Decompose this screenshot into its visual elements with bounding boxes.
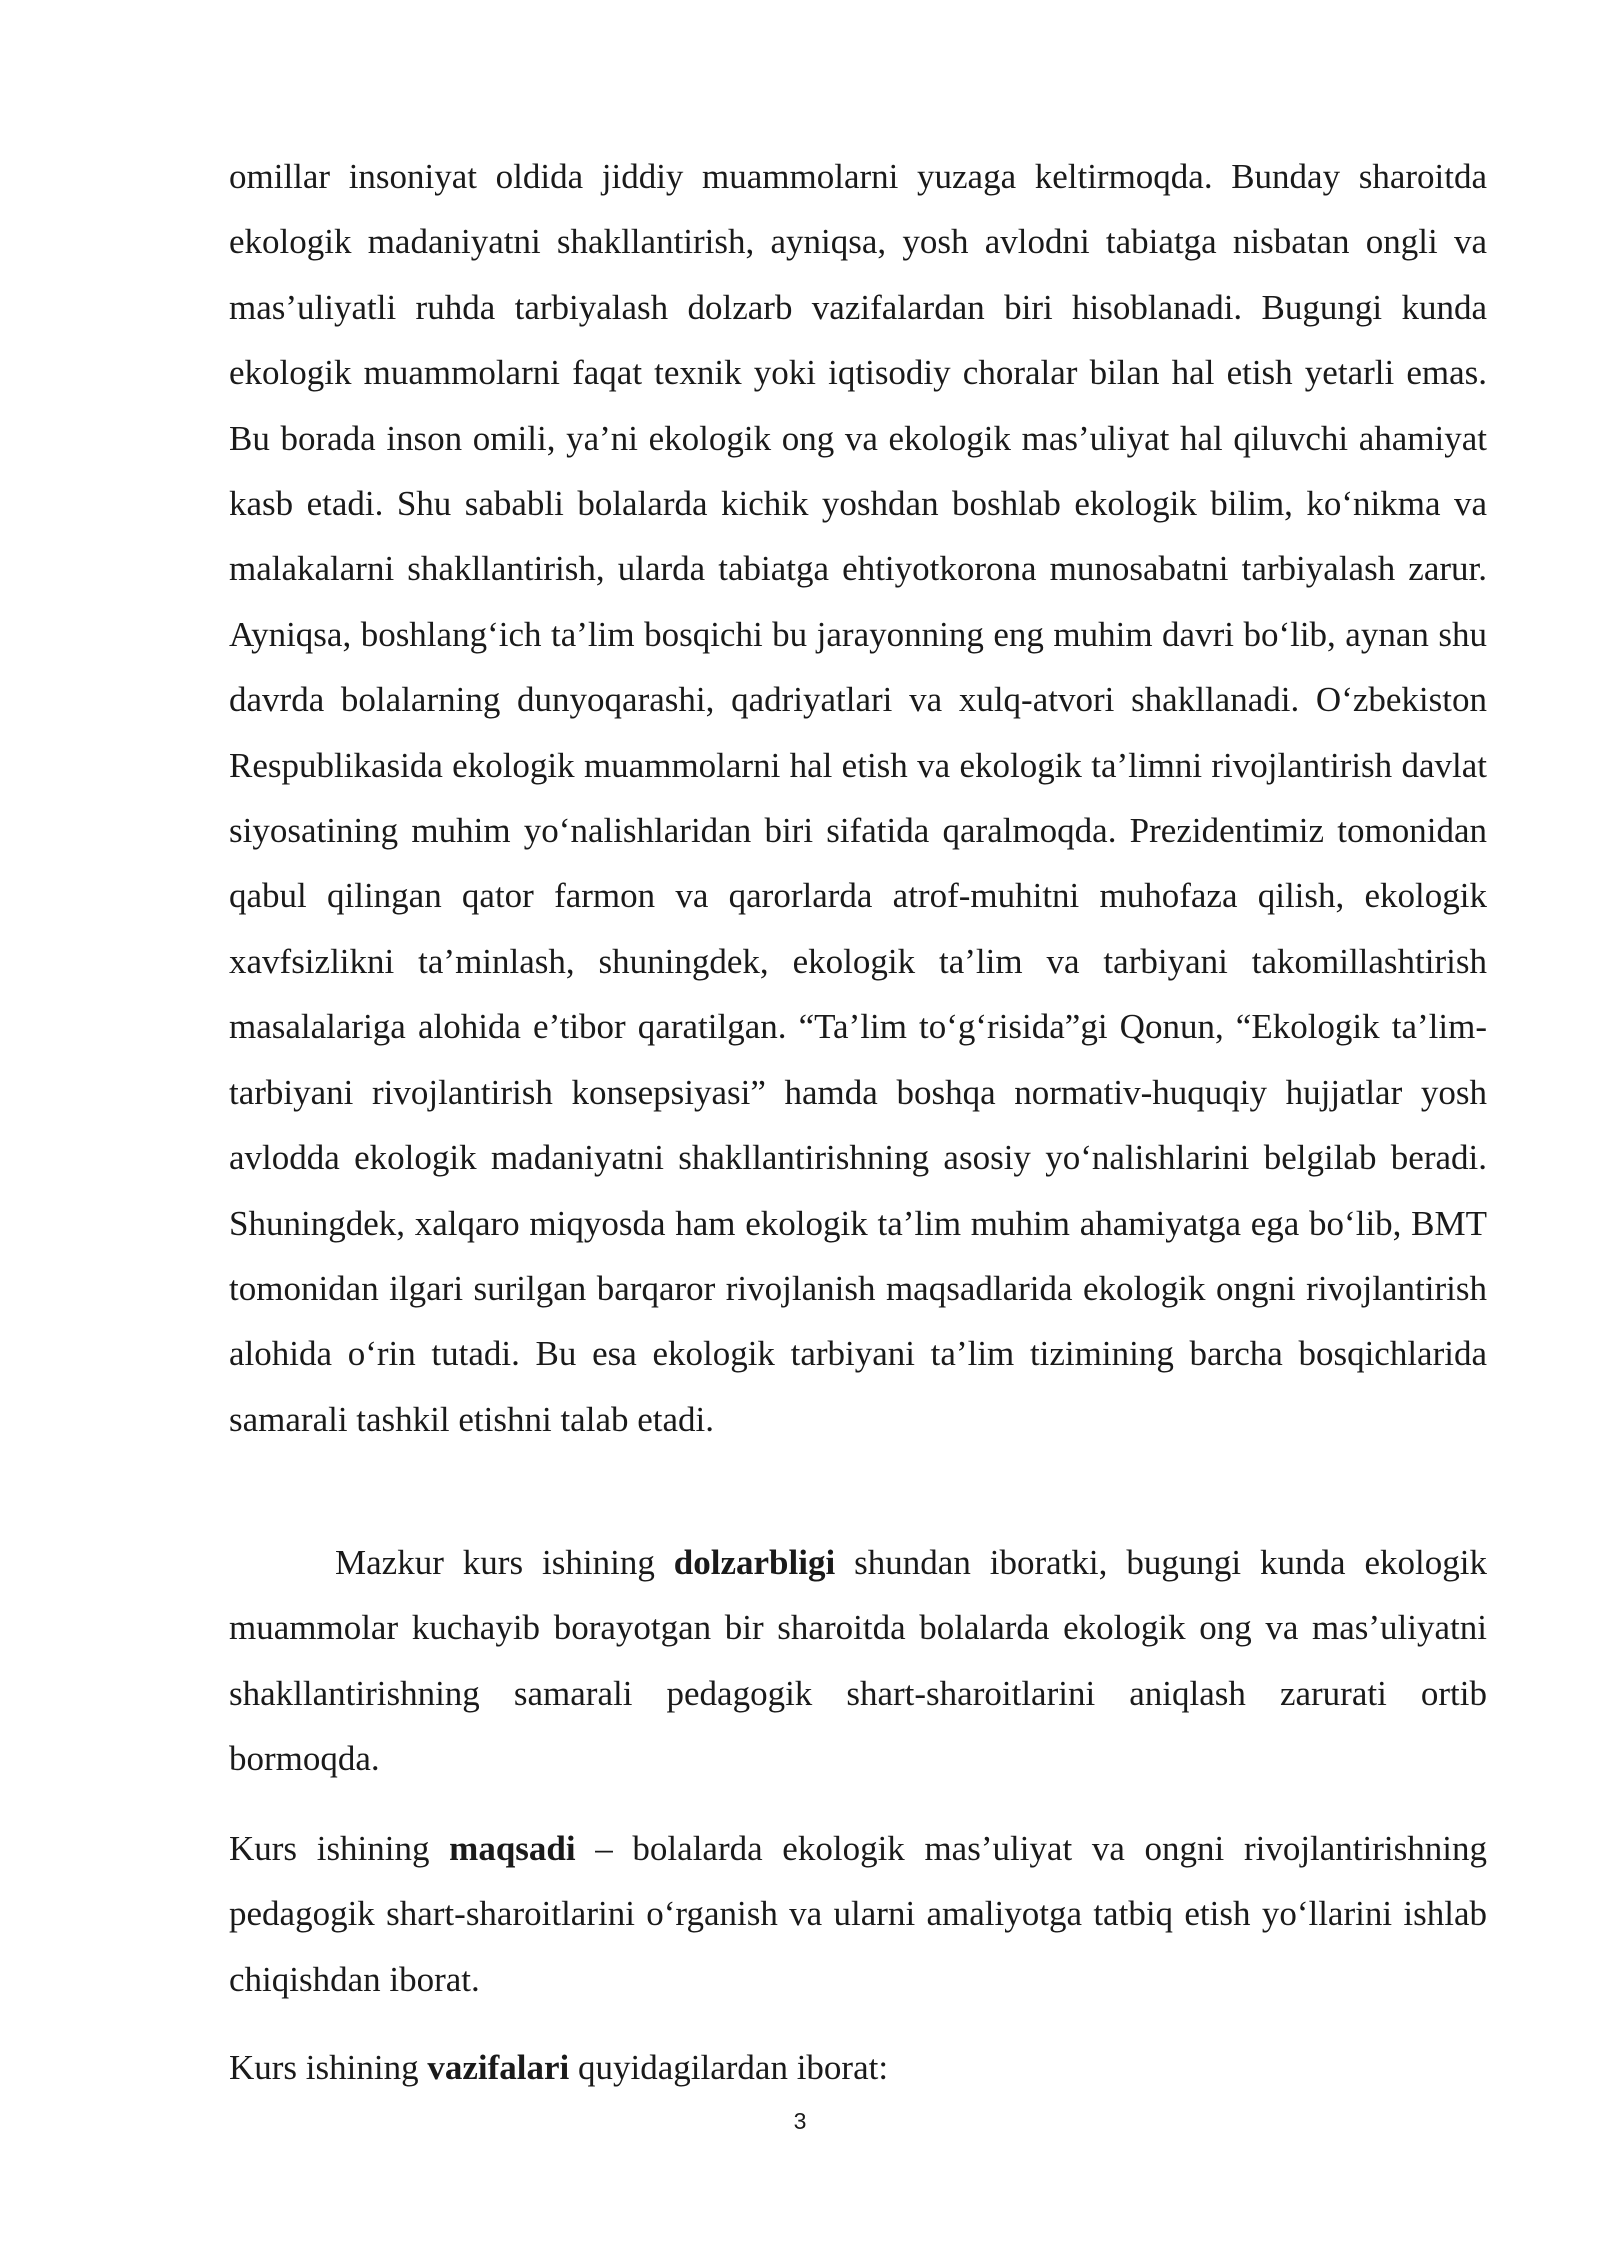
relevance-term: dolzarbligi — [673, 1543, 836, 1582]
tasks-text-start: Kurs ishining — [229, 2048, 428, 2087]
goal-text-end: – bolalarda ekologik mas’uliyat va ongni rivojlantirishning pedagogik shart-sharoitlarini o‘rganish va ularni amaliyotga tatbiq etish yo‘llarini ishlab chiqishdan iborat. — [229, 1829, 1487, 1999]
page-number: 3 — [793, 2108, 807, 2134]
body-paragraph-tasks — [229, 2035, 1487, 2100]
goal-text-start: Kurs ishining — [229, 1829, 450, 1868]
goal-term: maqsadi — [449, 1829, 576, 1868]
body-paragraph-intro: omillar insoniyat oldida jiddiy muammolarni yuzaga keltirmoqda. Bunday sharoitda ekologik madaniyatni shakllantirish, ayniqsa, yosh avlodni tabiatga nisbatan ongli va mas’uliyatli ruhda tarbiyalash dolzarb vazifalardan biri hisoblanadi. Bugungi kunda ekologik muammolarni faqat texnik yoki iqtisodiy choralar bilan hal etish yetarli emas. Bu borada inson omili, ya’ni ekologik ong va ekologik mas’uliyat hal qiluvchi ahamiyat kasb etadi. Shu sababli bolalarda kichik yoshdan boshlab ekologik bilim, ko‘nikma va malakalarni shakllantirish, ularda tabiatga ehtiyotkorona munosabatni tarbiyalash zarur. Ayniqsa, boshlang‘ich ta’lim bosqichi bu jarayonning eng muhim davri bo‘lib, aynan shu davrda bolalarning dunyoqarashi, qadriyatlari va xulq-atvori shakllanadi. O‘zbekiston Respublikasida ekologik muammolarni hal etish va ekologik ta’limni rivojlantirish davlat siyosatining muhim yo‘nalishlaridan biri sifatida qaralmoqda. Prezidentimiz tomonidan qabul qilingan qator farmon va qarorlarda atrof-muhitni muhofaza qilish, ekologik xavfsizlikni ta’minlash, shuningdek, ekologik ta’lim va tarbiyani takomillashtirish masalalariga alohida e’tibor qaratilgan. “Ta’lim to‘g‘risida”gi Qonun, “Ekologik ta’lim-tarbiyani rivojlantirish konsepsiyasi” hamda boshqa normativ-huquqiy hujjatlar yosh avlodda ekologik madaniyatni shakllantirishning asosiy yo‘nalishlarini belgilab beradi. Shuningdek, xalqaro miqyosda ham ekologik ta’lim muhim ahamiyatga ega bo‘lib, BMT tomonidan ilgari surilgan barqaror rivojlanish maqsadlarida ekologik ongni rivojlantirish alohida o‘rin tutadi. Bu esa ekologik tarbiyani ta’lim tizimining barcha bosqichlarida samarali tashkil etishni talab etadi. — [229, 157, 1487, 1439]
tasks-text-end: quyidagilardan iborat: — [569, 2048, 889, 2087]
relevance-text-start: Mazkur kurs ishining — [335, 1543, 674, 1582]
body-paragraph-goal — [229, 1816, 1487, 2012]
relevance-text-end: shundan iboratki, bugungi kunda ekologik muammolar kuchayib borayotgan bir sharoitda bolalarda ekologik ong va mas’uliyatni shakllantirishning samarali pedagogik shart-sharoitlarini aniqlash zarurati ortib bormoqda. — [229, 1543, 1487, 1779]
body-paragraph-relevance — [229, 1530, 1487, 1792]
tasks-term: vazifalari — [427, 2048, 570, 2087]
